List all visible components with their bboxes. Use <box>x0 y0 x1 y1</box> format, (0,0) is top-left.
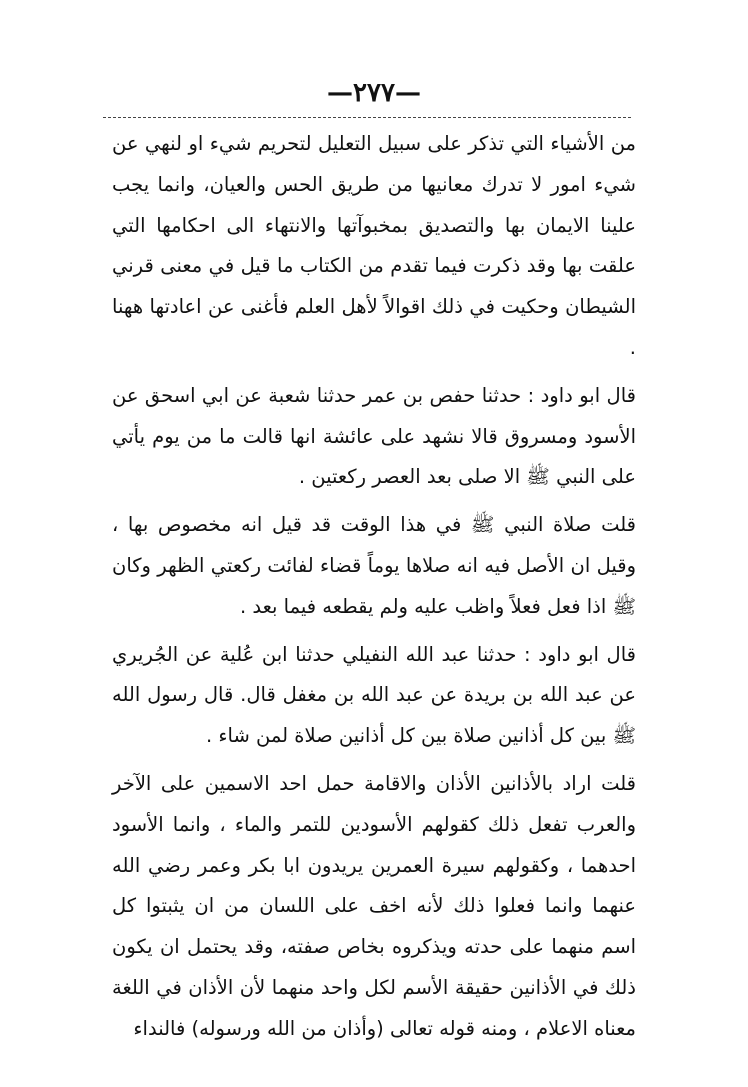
page-number: —٢٧٧— <box>327 78 421 108</box>
paragraph-commentary-3: قلت اراد بالأذانين الأذان والاقامة حمل احد الاسمين على الآخر والعرب تفعل ذلك كقولهم الأسودين للتمر والماء ، وانما الأسود احدهما ، وكقولهم سيرة العمرين يريدون ابا بكر وعمر رضي الله عنهما وانما فعلوا ذلك لأنه اخف على اللسان من ان يثبتوا كل اسم منهما على حدته ويذكروه بخاص صفته، وقد يحتمل ان يكون ذلك في الأذانين حقيقة الأسم لكل واحد منهما لأن الأذان في اللغة معناه الاعلام ، ومنه قوله تعالى (وأذان من الله ورسوله) فالنداء <box>112 771 636 1040</box>
paragraph-commentary-1: من الأشياء التي تذكر على سبيل التعليل لتحريم شيء او لنهي عن شيء امور لا تدرك معانيها من طريق الحس والعيان، وانما يجب علينا الايمان بها والتصديق بمخبوآتها والانتهاء الى احكامها التي علقت بها وقد ذكرت فيما تقدم من الكتاب ما قيل في معنى قرني الشيطان وحكيت في ذلك اقوالاً لأهل العلم فأغنى عن اعادتها ههنا . <box>112 132 636 359</box>
page-body <box>112 124 636 1057</box>
header-divider <box>103 117 631 118</box>
paragraph-hadith-2: قال ابو داود : حدثنا عبد الله النفيلي حدثنا ابن عُلية عن الجُريري عن عبد الله بن بريدة عن عبد الله بن مغفل قال. قال رسول الله ﷺ بين كل أذانين صلاة بين كل أذانين صلاة لمن شاء . <box>112 642 636 748</box>
paragraph-hadith-1: قال ابو داود : حدثنا حفص بن عمر حدثنا شعبة عن ابي اسحق عن الأسود ومسروق قالا نشهد على عائشة انها قالت ما من يوم يأتي على النبي ﷺ الا صلى بعد العصر ركعتين . <box>112 383 636 489</box>
paragraph-commentary-2: قلت صلاة النبي ﷺ في هذا الوقت قد قيل انه مخصوص بها ، وقيل ان الأصل فيه انه صلاها يوماً قضاء لفائت ركعتي الظهر وكان ﷺ اذا فعل فعلاً واظب عليه ولم يقطعه فيما بعد . <box>112 513 636 618</box>
